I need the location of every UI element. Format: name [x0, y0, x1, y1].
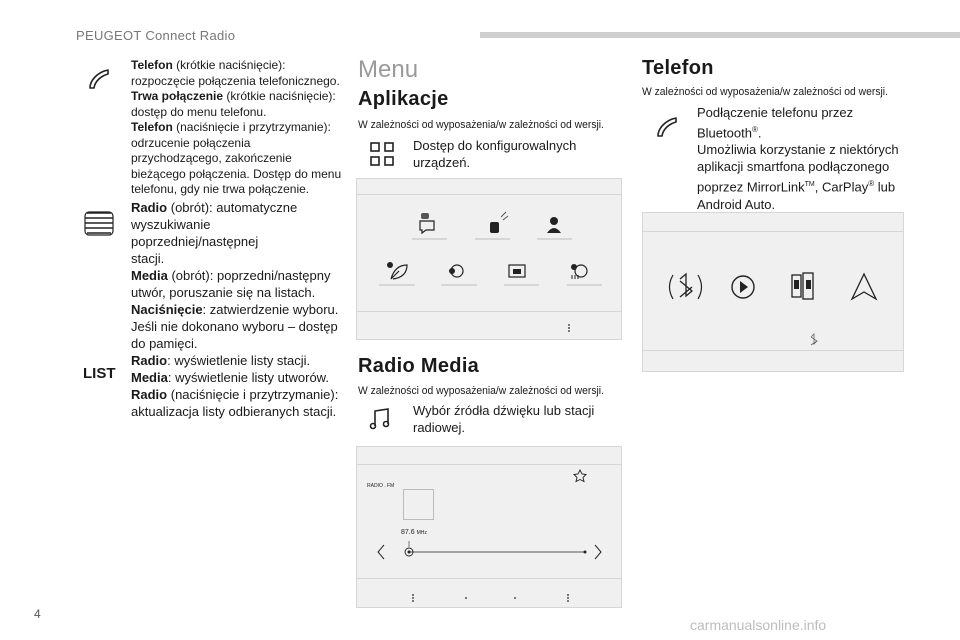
- radio-media-desc: Wybór źródła dźwięku lub stacji radiowej.: [413, 403, 595, 435]
- header-title: PEUGEOT Connect Radio: [76, 28, 236, 43]
- list-block: Radio: wyświetlenie listy stacji. Media: wyświetlenie listy utworów. Radio (naciśnięcie i przytrzymanie): aktualizacja listy odbieranych stacji.: [131, 353, 339, 419]
- phone-icon: [86, 66, 112, 92]
- radio-media-note: W zależności od wyposażenia/w zależności od wersji.: [358, 385, 604, 397]
- telefon-note: W zależności od wyposażenia/w zależności od wersji.: [642, 86, 888, 98]
- app-connected-icon[interactable]: [475, 212, 510, 239]
- app-messages-icon[interactable]: [412, 213, 447, 239]
- radio-media-heading: Radio Media: [358, 355, 480, 377]
- term-telefon-2: Telefon: [131, 120, 173, 134]
- more-options-icon[interactable]: [568, 324, 570, 332]
- radio-bottom-controls[interactable]: [412, 594, 569, 602]
- radio-screen: [356, 446, 622, 608]
- phone-icon-right: [654, 114, 680, 140]
- bluetooth-status-icon: [811, 334, 817, 345]
- page-number: 4: [34, 607, 41, 621]
- telephone-screen: [642, 212, 904, 372]
- radio-band-label: RADIO . FM: [367, 483, 395, 489]
- frequency-slider[interactable]: [405, 541, 587, 556]
- wheel-block: Radio (obrót): automatyczne wyszukiwanie poprzedniej/następnej stacji. Media (obrót): poprzedni/następny utwór, poruszanie się na listach. Naciśnięcie: zatwierdzenie wyboru. Jeśli nie dokonano wyboru – dostęp do pamięci.: [131, 200, 339, 351]
- carplay-icon[interactable]: [732, 276, 754, 298]
- apps-grid-icon: [369, 141, 395, 167]
- app-lighting-icon[interactable]: [567, 264, 602, 285]
- aplikacje-note: W zależności od wyposażenia/w zależności od wersji.: [358, 119, 604, 131]
- phone-block: Telefon (krótkie naciśnięcie): rozpoczęcie połączenia telefonicznego. Trwa połączenie (krótkie naciśnięcie): dostęp do menu telefonu. Telefon (naciśnięcie i przytrzymanie): odrzucenie połączenia przychodzącego, zakończenie bieżącego połączenia. Dostęp do menu telefonu, gdy nie trwa połączenie.: [131, 58, 342, 196]
- menu-heading: Menu: [358, 56, 419, 83]
- telefon-heading: Telefon: [642, 57, 714, 79]
- frequency-readout: 87.6 MHz: [401, 529, 427, 536]
- favorite-star-icon[interactable]: [574, 470, 586, 482]
- app-settings-icon[interactable]: [441, 265, 477, 285]
- next-station-button[interactable]: [595, 545, 601, 559]
- header-bar: [480, 32, 960, 38]
- list-icon-label: LIST: [83, 365, 116, 382]
- aplikacje-heading: Aplikacje: [358, 88, 449, 110]
- term-trwa: Trwa połączenie: [131, 89, 224, 103]
- app-video-icon[interactable]: [504, 265, 539, 285]
- thumbwheel-icon: [84, 210, 114, 238]
- aplikacje-desc: Dostęp do konfigurowalnych urządzeń.: [413, 138, 577, 170]
- apps-screen: [356, 178, 622, 340]
- bluetooth-connect-icon[interactable]: [670, 274, 702, 299]
- music-note-icon: [369, 406, 393, 430]
- app-driver-icon[interactable]: [537, 217, 572, 239]
- telefon-desc: Podłączenie telefonu przez Bluetooth®. Umożliwia korzystanie z niektórych aplikacji smartfona podłączonego poprzez MirrorLink™, CarPlay® lub Android Auto.: [697, 105, 899, 212]
- android-auto-icon[interactable]: [852, 274, 876, 299]
- previous-station-button[interactable]: [378, 545, 384, 559]
- term-telefon: Telefon: [131, 58, 173, 72]
- app-eco-icon[interactable]: [379, 262, 415, 285]
- mirrorlink-icon[interactable]: [792, 273, 813, 299]
- watermark: carmanualsonline.info: [690, 617, 827, 633]
